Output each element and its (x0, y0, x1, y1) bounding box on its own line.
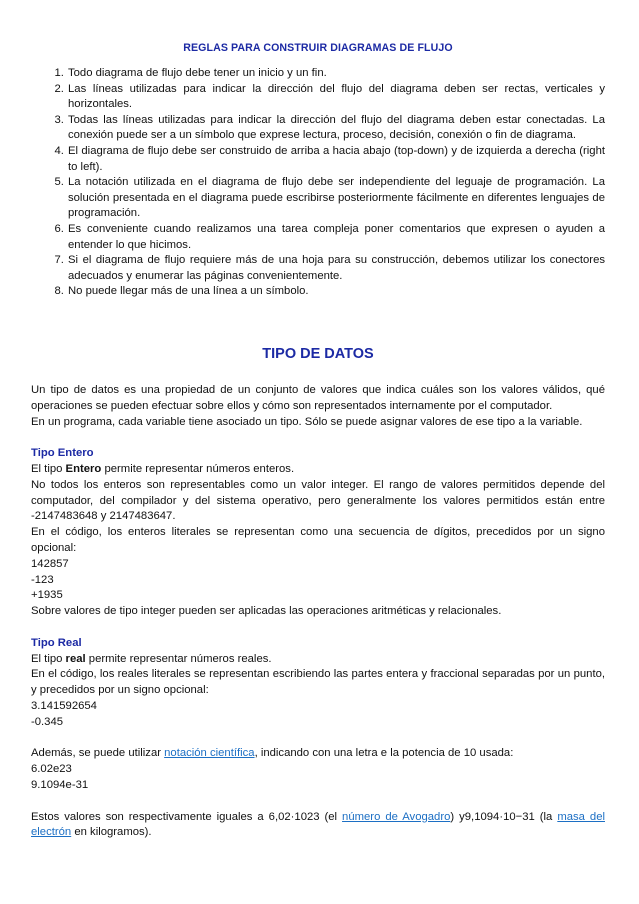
rule-item: 2. Las líneas utilizadas para indicar la dirección del flujo del diagrama deben ser rectas, verticales y horizontales. (67, 82, 605, 113)
intro-paragraph: En un programa, cada variable tiene asociado un tipo. Sólo se puede asignar valores de ese tipo a la variable. (31, 415, 583, 428)
rules-list (31, 66, 605, 300)
entero-definition (31, 462, 605, 478)
bold-term: Entero (65, 462, 102, 475)
text-span: permite representar números reales. (85, 652, 272, 665)
real-literals: En el código, los reales literales se representan escribiendo las partes entera y fraccional separadas por un punto, y precedidos por un signo opcional: (31, 668, 605, 697)
real-definition (31, 652, 605, 668)
final-paragraph (31, 810, 605, 842)
text-span: El tipo (31, 652, 66, 665)
text-span: en kilogramos). (71, 826, 152, 839)
entero-range: No todos los enteros son representables como un valor integer. El rango de valores permitidos depende del computador, del compilador y del sistema operativo, pero generalmente los valores permitidos están entre -2147483648 y 2147483647. (31, 478, 605, 523)
rule-item: 1. Todo diagrama de flujo debe tener un inicio y un fin. (67, 66, 605, 82)
entero-literals: En el código, los enteros literales se representan como una secuencia de dígitos, precedidos por un signo opcional: (31, 526, 605, 554)
data-types-title: TIPO DE DATOS (262, 346, 374, 362)
rule-item: 5. La notación utilizada en el diagrama de flujo debe ser independiente del leguaje de programación. La solución presentada en el diagrama puede escribirse posteriormente fácilmente en diferentes lenguajes de programación. (67, 175, 605, 222)
code-example: -0.345 (31, 715, 64, 728)
real-heading: Tipo Real (31, 636, 82, 649)
code-example: +1935 (31, 589, 63, 602)
data-types-body (31, 383, 605, 841)
code-example: 3.141592654 (31, 699, 97, 712)
code-example: -123 (31, 573, 54, 586)
rule-item: 6. Es conveniente cuando realizamos una tarea compleja poner comentarios que expresen o ayuden a entender lo que hicimos. (67, 222, 605, 253)
code-example: 6.02e23 (31, 763, 72, 776)
text-span: ) y9,1094·10−31 (la (450, 810, 558, 823)
intro-paragraph: Un tipo de datos es una propiedad de un conjunto de valores que indica cuáles son los valores válidos, qué operaciones se pueden efectuar sobre ellos y cómo son representados internamente por el computador. (31, 384, 605, 412)
text-span: Además, se puede utilizar (31, 747, 165, 760)
rule-item: 7. Si el diagrama de flujo requiere más de una hoja para su construcción, debemos utilizar los conectores adecuados y enumerar las páginas convenientemente. (67, 253, 605, 284)
text-span: permite representar números enteros. (101, 462, 295, 475)
rules-title: REGLAS PARA CONSTRUIR DIAGRAMAS DE FLUJO (183, 42, 453, 54)
entero-operations: Sobre valores de tipo integer pueden ser aplicadas las operaciones aritméticas y relacionales. (31, 605, 502, 618)
rule-item: 4. El diagrama de flujo debe ser construido de arriba a hacia abajo (top-down) y de izquierda a derecha (right to left). (67, 144, 605, 175)
bold-term: real (65, 652, 86, 665)
code-example: 9.1094e-31 (31, 778, 89, 791)
rule-item: 8. No puede llegar más de una línea a un símbolo. (67, 284, 605, 300)
scientific-notation-paragraph (31, 746, 605, 762)
text-span: , indicando con una letra e la potencia de 10 usada: (254, 747, 514, 760)
avogadro-link[interactable]: número de Avogadro (342, 810, 451, 823)
scientific-notation-link[interactable]: notación científica (164, 747, 255, 760)
entero-heading: Tipo Entero (31, 447, 94, 460)
text-span: Estos valores son respectivamente iguales a 6,02·1023 (el (31, 810, 343, 823)
rule-item: 3. Todas las líneas utilizadas para indicar la dirección del flujo del diagrama deben estar conectadas. La conexión puede ser a un símbolo que exprese lectura, proceso, decisión, conexión o fin de diagrama. (67, 113, 605, 144)
code-example: 142857 (31, 557, 69, 570)
electron-mass-link[interactable]: masa del electrón (31, 810, 605, 839)
text-span: El tipo (31, 462, 66, 475)
